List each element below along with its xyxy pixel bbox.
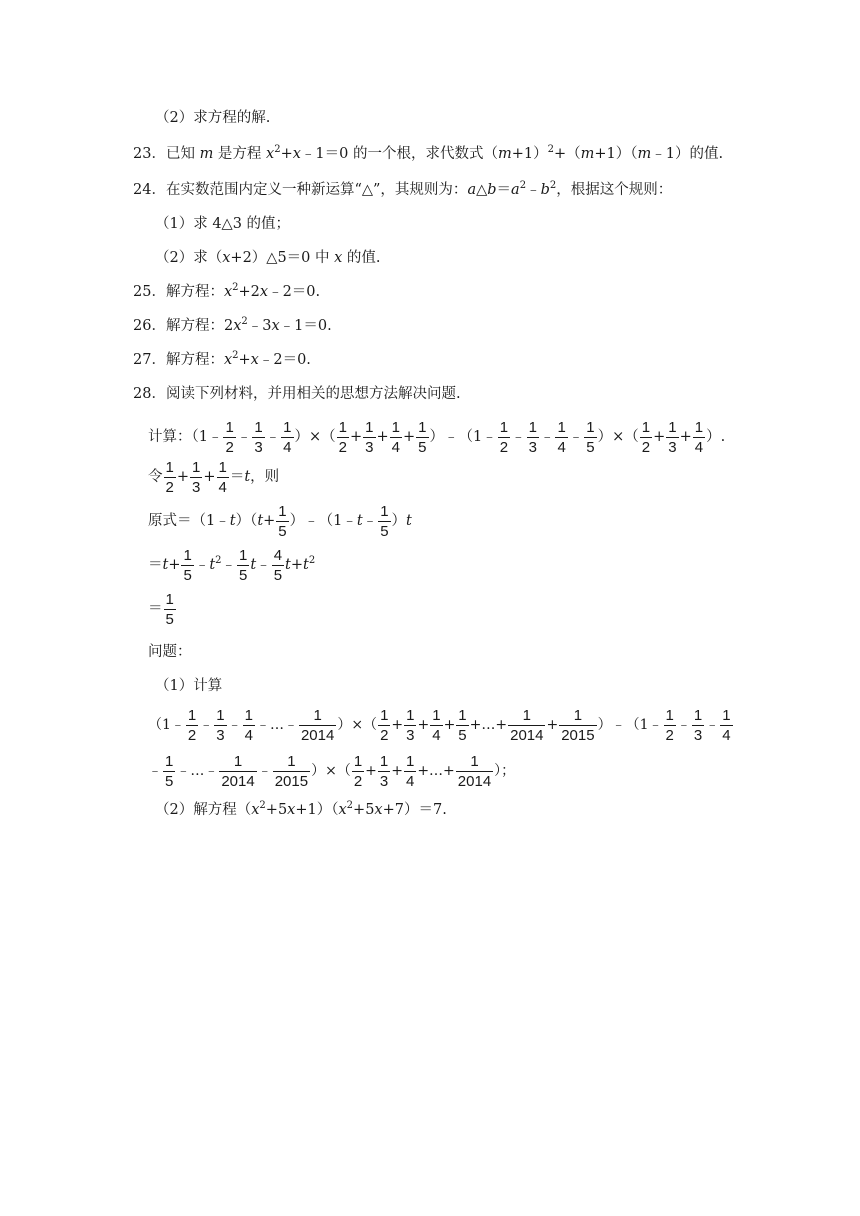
problem-27: 27．解方程：$x^2+x﹣2=0$. [133,350,311,368]
problem-23: 23．已知 m 是方程 $x^2+x﹣1=0$ 的一个根，求代数式$(m+1)^2+(m+1)(m﹣1)$的值. [133,144,724,162]
problem-28-q1-label: （1）计算 [155,678,223,694]
problem-24: 24．在实数范围内定义一种新运算“△”，其规则为：$a\triangle b=a^2﹣b^2$，根据这个规则： [133,180,673,198]
problem-28-q1-expr-line-2: ﹣ $\frac{1}{5}$ ﹣…﹣ $\frac{1}{2014}$ ﹣ $\frac{1}{2015}$ ）×（ $\frac{1}{2}$ + $\frac{1}{3}$ + $\frac{1}{4}$ +…+ $\frac{1}{2014}$ ）； [148,752,516,790]
problem-28-question-label: 问题： [148,644,192,660]
problem-28-title: 28．阅读下列材料，并用相关的思想方法解决问题. [133,386,461,402]
problem-28-q1-expr-line-1: （1﹣ $\frac{1}{2}$ ﹣ $\frac{1}{3}$ ﹣ $\frac{1}{4}$ ﹣…﹣ $\frac{1}{2014}$ ）×（ $\frac{1}{2}$ + $\frac{1}{3}$ + $\frac{1}{4}$ + $\frac{1}{5}$ +…+ $\frac{1}{2014}$ + $\frac{1}{2015}$ ）﹣（1﹣ $\frac{1}{2}$ ﹣ $\frac{1}{3}$ ﹣ $\frac{1}{4}$ [148,706,731,744]
problem-28-q2: （2）解方程$(x^2+5x+1)(x^2+5x+7)=7$. [155,800,447,818]
problem-28-step-2: ＝t+ $\frac{1}{5}$ $﹣t^2﹣$ $\frac{1}{5}$ t﹣ $\frac{4}{5}$ $t+t^2$ [148,546,316,584]
problem-24-part-2: （2）求（x+2）△5＝0 中 x 的值. [155,250,381,266]
problem-22-part-2: （2）求方程的解. [155,110,271,126]
problem-28-compute: 计算：（1﹣ $\frac{1}{2}$ ﹣ $\frac{1}{3}$ ﹣ $\frac{1}{4}$ ）×（ $\frac{1}{2}$ + $\frac{1}{3}$ + $\frac{1}{4}$ + $\frac{1}{5}$ ）﹣（1﹣ $\frac{1}{2}$ ﹣ $\frac{1}{3}$ ﹣ $\frac{1}{4}$ ﹣ $\frac{1}{5}$ ）×（ $\frac{1}{2}$ + $\frac{1}{3}$ + $\frac{1}{4}$ ）. [148,418,726,456]
problem-28-step-1: 原式＝（1﹣t）（t+ $\frac{1}{5}$ ）﹣（1﹣t﹣ $\frac{1}{5}$ ）t [148,502,412,540]
problem-26: 26．解方程：$2x^2﹣3x﹣1=0$. [133,316,332,334]
problem-28-step-3: ＝ $\frac{1}{5}$ [148,590,174,628]
problem-28-let: 令 $\frac{1}{2}$ + $\frac{1}{3}$ + $\frac{1}{4}$ ＝t，则 [148,458,280,496]
problem-25: 25．解方程：$x^2+2x﹣2=0$. [133,282,321,300]
problem-24-part-1: （1）求 4△3 的值； [155,216,291,232]
